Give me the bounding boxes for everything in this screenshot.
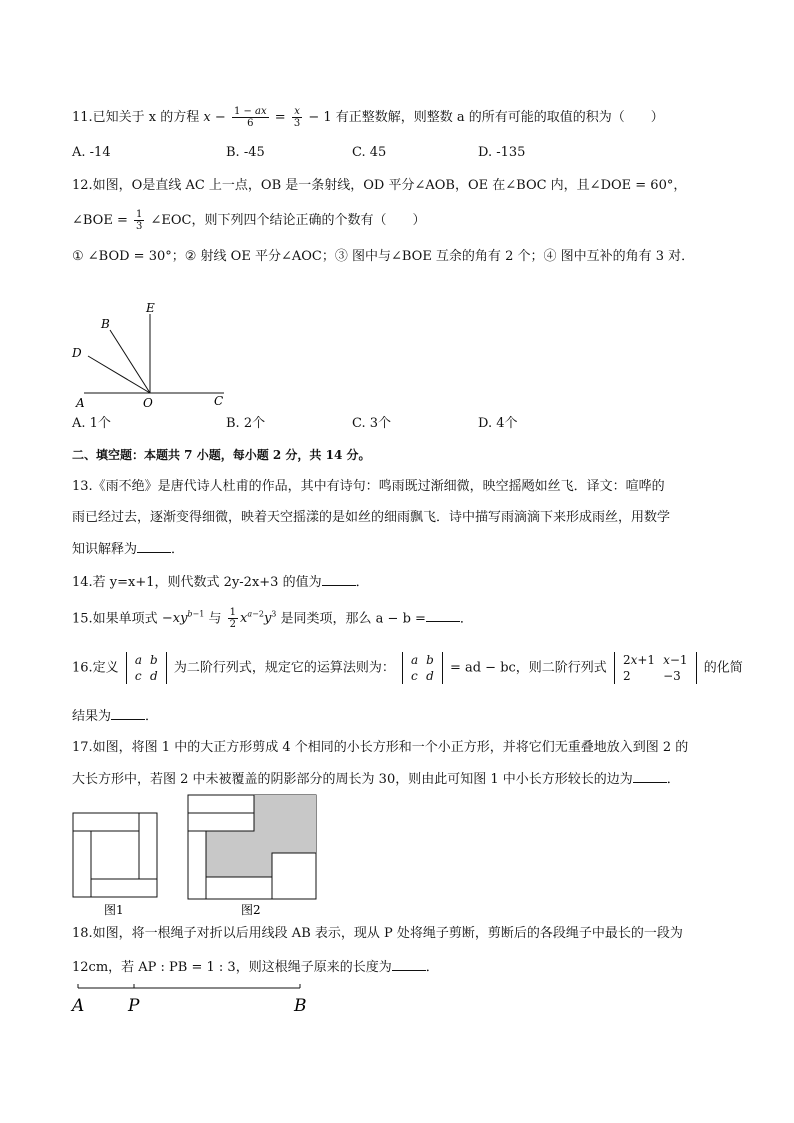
- label-b: B: [101, 317, 110, 331]
- q12-option-d: D. 4个: [478, 416, 518, 431]
- q16-post: 的化简: [703, 660, 743, 676]
- label-b: B: [294, 996, 307, 1016]
- ray-ob: [110, 330, 150, 393]
- figure-2-caption: 图2: [241, 903, 261, 917]
- q13-line2: 雨已经过去，逐渐变得细微，映着天空摇漾的是如丝的细雨飘飞．诗中描写雨滴滴下来形成雨丝，用数学: [72, 510, 671, 525]
- q11-option-b: B. -45: [226, 145, 265, 160]
- q12-line2: [72, 209, 426, 232]
- answer-blank: [392, 958, 426, 971]
- q12-line1: 12.如图，O是直线 AC 上一点，OB 是一条射线，OD 平分∠AOB，OE 在∠BOC 内，且∠DOE = 60°，: [72, 178, 687, 193]
- q12-option-b: B. 2个: [226, 416, 266, 431]
- answer-blank: [322, 573, 356, 586]
- piece-top-left-1: [188, 795, 254, 813]
- piece-left: [188, 831, 206, 899]
- q18-line1: 18.如图，将一根绳子对折以后用线段 AB 表示，现从 P 处将绳子剪断，剪断后的各段绳子中最长的一段为: [72, 926, 683, 941]
- q11-equation: x − $\frac{1 - ax}{6}$ = $\frac{x}{3}$ − 1: [203, 106, 336, 129]
- piece-bottom: [206, 877, 272, 899]
- label-c: C: [214, 394, 224, 408]
- q17-line2: [72, 770, 680, 789]
- q18-line2-text: 12cm，若 AP : PB = 1 : 3，则这根绳子原来的长度为: [72, 960, 392, 975]
- determinant-given: 2x+1 x−1 2 −3: [614, 652, 697, 684]
- q18-line2: [72, 958, 439, 977]
- big-square: [73, 813, 157, 897]
- small-rect-right: [139, 813, 157, 879]
- small-rect-top: [73, 813, 139, 831]
- q11-option-a: A. -14: [72, 145, 111, 160]
- small-rect-bottom: [91, 879, 157, 897]
- q13-end: ．: [171, 542, 185, 557]
- label-d: D: [72, 346, 82, 360]
- q12-option-c: C. 3个: [352, 416, 392, 431]
- q12-line2-pre: ∠BOE =: [72, 213, 128, 228]
- label-a: A: [76, 396, 85, 410]
- figure-1-caption: 图1: [104, 903, 124, 917]
- answer-blank: [137, 540, 171, 553]
- q12-line3: ① ∠BOD = 30°；② 射线 OE 平分∠AOC；③ 图中与∠BOE 互余的角有 2 个；④ 图中互补的角有 3 对．: [72, 249, 695, 264]
- q16-line2-text: 结果为: [72, 709, 112, 724]
- q17-line2-text: 大长方形中，若图 2 中未被覆盖的阴影部分的周长为 30，则由此可知图 1 中小长方形较长的边为: [72, 772, 633, 787]
- q11-option-c: C. 45: [352, 145, 387, 160]
- q12-option-a: A. 1个: [72, 416, 111, 431]
- q11-option-d: D. -135: [478, 145, 526, 160]
- ray-od: [88, 356, 150, 393]
- section-2-heading: 二、填空题：本题共 7 小题，每小题 2 分，共 14 分。: [72, 448, 371, 462]
- q14-text: 14.若 y=x+1，则代数式 2y-2x+3 的值为: [72, 575, 322, 590]
- q16-end: ．: [145, 709, 159, 724]
- q15-monomial-2: $\frac{1}{2}$ $x^{a-2}y^3$: [229, 607, 277, 631]
- q11-pre: 11.已知关于 x 的方程: [72, 110, 200, 125]
- q12-angle-figure: [66, 300, 236, 415]
- answer-blank: [111, 707, 145, 720]
- q16-mid1: 为二阶行列式，规定它的运算法则为：: [173, 660, 395, 676]
- q16-line1: [72, 652, 743, 684]
- q11-post: 有正整数解，则整数 a 的所有可能的取值的积为（ ）: [335, 110, 664, 125]
- q17-figure-2: [187, 794, 319, 918]
- q16-line2: [72, 707, 158, 726]
- q18-segment-figure: [70, 982, 320, 1018]
- label-p: P: [128, 996, 140, 1016]
- q11-line: [72, 106, 664, 129]
- q15-end: ．: [459, 611, 473, 627]
- answer-blank: [426, 609, 460, 622]
- q16-pre: 16.定义: [72, 660, 119, 676]
- q13-line1: 13.《雨不绝》是唐代诗人杜甫的作品，其中有诗句：鸣雨既过渐细微，映空摇飏如丝飞．译文：喧哗的: [72, 479, 665, 494]
- piece-square: [272, 853, 316, 899]
- q17-end: ．: [666, 772, 680, 787]
- q18-end: ．: [425, 960, 439, 975]
- q15-pre: 15.如果单项式: [72, 611, 158, 627]
- q15-mid: 与: [208, 611, 222, 627]
- q16-mid2: = ad − bc，则二阶行列式: [449, 660, 607, 676]
- q14-end: ．: [355, 575, 369, 590]
- q14-line: [72, 573, 369, 592]
- determinant-rule: a b c d: [402, 652, 443, 684]
- label-a: A: [72, 996, 85, 1016]
- label-o: O: [143, 396, 153, 410]
- piece-top-left-2: [188, 813, 254, 831]
- q12-line2-post: ∠EOC，则下列四个结论正确的个数有（ ）: [150, 213, 426, 228]
- answer-blank: [633, 770, 667, 783]
- q12-fraction: $\frac{1}{3}$: [136, 209, 143, 232]
- q15-post: 是同类项，那么 a − b =: [280, 611, 426, 627]
- q17-figure-1: [72, 812, 160, 918]
- determinant-definition: a b c d: [126, 652, 167, 684]
- q13-line3-text: 知识解释为: [72, 542, 138, 557]
- q15-line: [72, 606, 473, 630]
- q15-monomial-1: $-xy^{b-1}$: [161, 610, 205, 627]
- label-e: E: [146, 301, 155, 315]
- q17-line1: 17.如图，将图 1 中的大正方形剪成 4 个相同的小长方形和一个小正方形，并将它们无重叠地放入到图 2 的: [72, 740, 689, 755]
- small-rect-left: [73, 831, 91, 897]
- q13-line3: [72, 540, 184, 559]
